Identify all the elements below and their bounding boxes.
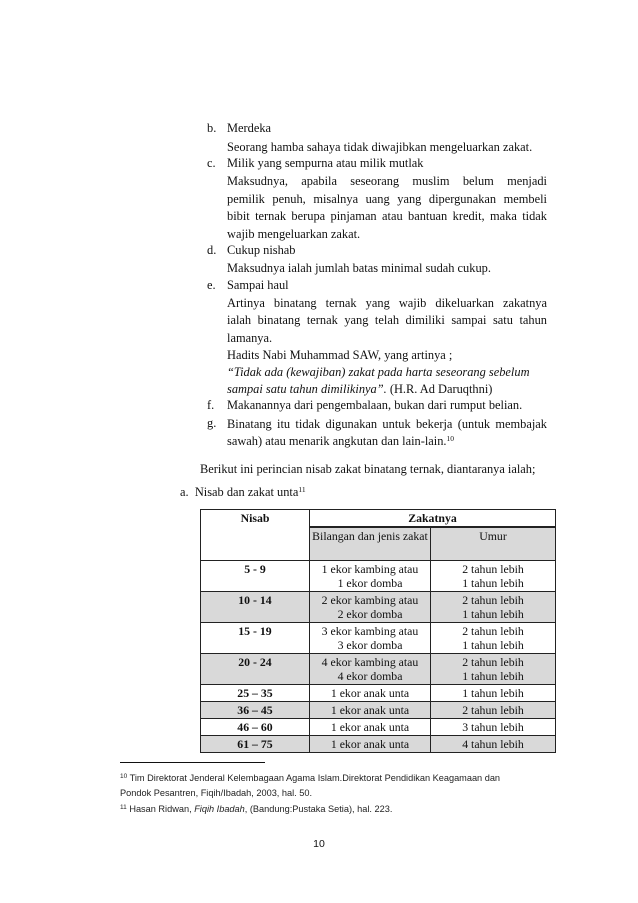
cell-jenis bbox=[310, 561, 431, 592]
cell-line: 3 ekor domba bbox=[337, 638, 403, 652]
list-item-title: Cukup nishab bbox=[227, 243, 296, 257]
cell-line: 2 ekor domba bbox=[337, 607, 403, 621]
list-item-b bbox=[207, 121, 549, 138]
cell-jenis: 1 ekor anak unta bbox=[310, 719, 431, 736]
footnote-text: Hasan Ridwan, bbox=[129, 804, 192, 814]
list-item-e bbox=[207, 278, 549, 295]
cell-jenis: 1 ekor anak unta bbox=[310, 685, 431, 702]
section-marker: a. bbox=[180, 485, 189, 499]
cell-line: 1 tahun lebih bbox=[462, 669, 524, 683]
table-row bbox=[201, 592, 556, 623]
paragraph-line: Maksudnya, apabila seseorang muslim belum menjadi bbox=[227, 174, 547, 188]
cell-line: 4 ekor domba bbox=[337, 669, 403, 683]
subheader-jenis: Bilangan dan jenis zakat bbox=[310, 527, 431, 561]
footnote-number: 11 bbox=[120, 804, 127, 811]
section-title: Nisab dan zakat unta bbox=[194, 485, 299, 499]
cell-nisab: 25 – 35 bbox=[201, 685, 310, 702]
cell-nisab: 61 – 75 bbox=[201, 736, 310, 753]
cell-umur: 1 tahun lebih bbox=[431, 685, 556, 702]
intro-paragraph: Berikut ini perincian nisab zakat binatang ternak, diantaranya ialah; bbox=[200, 462, 536, 476]
hadith-quote-line bbox=[227, 381, 547, 398]
cell-nisab: 10 - 14 bbox=[201, 592, 310, 623]
list-item-title: Milik yang sempurna atau milik mutlak bbox=[227, 156, 424, 170]
cell-line: 2 tahun lebih bbox=[462, 655, 524, 669]
footnote-book-title: Fiqih Ibadah bbox=[194, 804, 245, 814]
footnote-text: Pondok Pesantren, Fiqih/Ibadah, 2003, hal. 50. bbox=[120, 788, 313, 798]
paragraph-line: wajib mengeluarkan zakat. bbox=[227, 227, 361, 241]
cell-jenis bbox=[310, 654, 431, 685]
table-row bbox=[201, 561, 556, 592]
page-number: 10 bbox=[313, 838, 325, 850]
cell-nisab: 20 - 24 bbox=[201, 654, 310, 685]
cell-umur bbox=[431, 592, 556, 623]
paragraph-line: Maksudnya ialah jumlah batas minimal sudah cukup. bbox=[227, 261, 491, 275]
column-header-zakatnya: Zakatnya bbox=[310, 510, 556, 528]
table-row bbox=[201, 702, 556, 719]
list-marker: d. bbox=[207, 243, 217, 257]
list-marker: f. bbox=[207, 398, 215, 412]
paragraph-line: ialah binatang ternak yang telah dimiliki sampai satu tahun bbox=[227, 313, 547, 327]
paragraph-text: sawah) atau menarik angkutan dan lain-lain. bbox=[227, 434, 447, 448]
list-item-title: Sampai haul bbox=[227, 278, 289, 292]
cell-line: 2 tahun lebih bbox=[462, 593, 524, 607]
cell-nisab: 36 – 45 bbox=[201, 702, 310, 719]
subheader-umur: Umur bbox=[431, 527, 556, 561]
hadith-quote-text: sampai satu tahun dimilikinya”. bbox=[227, 382, 387, 396]
hadith-source: (H.R. Ad Daruqthni) bbox=[389, 382, 493, 396]
table-row bbox=[201, 623, 556, 654]
cell-line: 1 tahun lebih bbox=[462, 607, 524, 621]
footnote-10 bbox=[120, 771, 580, 801]
list-item-c bbox=[207, 156, 549, 173]
table-header-row bbox=[201, 510, 556, 528]
list-marker: e. bbox=[207, 278, 216, 292]
footnote-ref[interactable]: 11 bbox=[298, 485, 306, 494]
list-item-title: Merdeka bbox=[227, 121, 272, 135]
table-row bbox=[201, 736, 556, 753]
section-heading-a bbox=[180, 484, 306, 501]
cell-line: 1 ekor kambing atau bbox=[321, 562, 419, 576]
footnote-text: , (Bandung:Pustaka Setia), hal. 223. bbox=[244, 804, 393, 814]
list-item-title: Makanannya dari pengembalaan, bukan dari rumput belian. bbox=[227, 398, 523, 412]
footnote-11 bbox=[120, 802, 580, 817]
paragraph-line: bibit ternak berupa pinjaman atau bantuan kredit, maka tidak bbox=[227, 209, 547, 223]
list-marker: g. bbox=[207, 416, 217, 430]
cell-nisab: 46 – 60 bbox=[201, 719, 310, 736]
paragraph-line bbox=[227, 433, 547, 450]
cell-nisab: 5 - 9 bbox=[201, 561, 310, 592]
cell-line: 3 ekor kambing atau bbox=[321, 624, 419, 638]
footnote-ref[interactable]: 10 bbox=[446, 434, 455, 443]
cell-jenis: 1 ekor anak unta bbox=[310, 702, 431, 719]
paragraph-line: Binatang itu tidak digunakan untuk bekerja (untuk membajak bbox=[227, 417, 547, 431]
paragraph-line: Artinya binatang ternak yang wajib dikeluarkan zakatnya bbox=[227, 296, 547, 310]
cell-line: 1 tahun lebih bbox=[462, 576, 524, 590]
cell-line: 1 tahun lebih bbox=[462, 638, 524, 652]
paragraph-line: lamanya. bbox=[227, 331, 273, 345]
footnote-divider bbox=[120, 762, 265, 763]
cell-line: 2 ekor kambing atau bbox=[321, 593, 419, 607]
table-row bbox=[201, 654, 556, 685]
cell-nisab: 15 - 19 bbox=[201, 623, 310, 654]
cell-umur bbox=[431, 623, 556, 654]
cell-umur bbox=[431, 561, 556, 592]
cell-jenis: 1 ekor anak unta bbox=[310, 736, 431, 753]
list-item-f bbox=[207, 398, 549, 415]
cell-line: 2 tahun lebih bbox=[462, 562, 524, 576]
cell-umur: 4 tahun lebih bbox=[431, 736, 556, 753]
footnote-number: 10 bbox=[120, 773, 128, 780]
cell-umur: 3 tahun lebih bbox=[431, 719, 556, 736]
cell-line: 4 ekor kambing atau bbox=[321, 655, 419, 669]
list-marker: c. bbox=[207, 156, 216, 170]
paragraph-line: Seorang hamba sahaya tidak diwajibkan mengeluarkan zakat. bbox=[227, 140, 533, 154]
cell-umur bbox=[431, 654, 556, 685]
table-row bbox=[201, 685, 556, 702]
paragraph-line: pemilik penuh, misalnya uang yang dipergunakan membeli bbox=[227, 192, 547, 206]
cell-jenis bbox=[310, 592, 431, 623]
cell-jenis bbox=[310, 623, 431, 654]
list-marker: b. bbox=[207, 121, 217, 135]
nisab-table bbox=[200, 509, 556, 753]
footnote-text: Tim Direktorat Jenderal Kelembagaan Agama Islam.Direktorat Pendidikan Keagamaan dan bbox=[129, 773, 501, 783]
cell-line: 1 ekor domba bbox=[337, 576, 403, 590]
hadith-intro: Hadits Nabi Muhammad SAW, yang artinya ; bbox=[227, 348, 453, 362]
list-item-d bbox=[207, 243, 549, 260]
table-row bbox=[201, 719, 556, 736]
column-header-nisab: Nisab bbox=[201, 510, 310, 561]
hadith-quote-line: “Tidak ada (kewajiban) zakat pada harta seseorang sebelum bbox=[227, 365, 530, 379]
cell-umur: 2 tahun lebih bbox=[431, 702, 556, 719]
cell-line: 2 tahun lebih bbox=[462, 624, 524, 638]
